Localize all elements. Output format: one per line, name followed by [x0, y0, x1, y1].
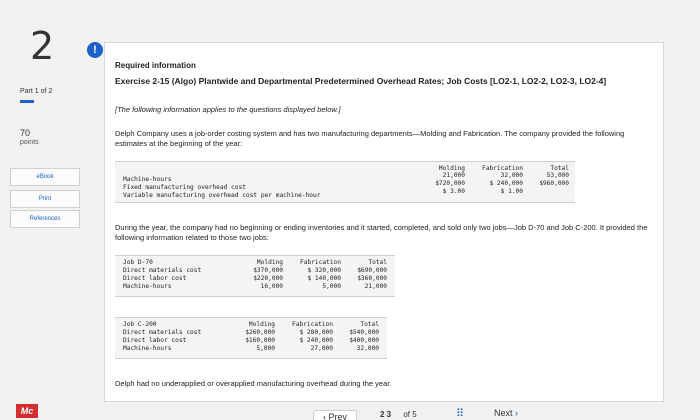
cell-value: $260,000 — [245, 329, 275, 336]
col-header: Molding — [438, 165, 465, 172]
chevron-left-icon: ‹ — [322, 412, 329, 420]
cell-value: $720,000 — [435, 180, 465, 187]
chevron-right-icon: › — [512, 408, 519, 418]
points-label: points — [20, 139, 39, 146]
cell-value: 27,000 — [310, 345, 333, 352]
next-label: Next — [494, 408, 513, 418]
cell-value: $540,000 — [349, 329, 379, 336]
cell-value: $690,000 — [357, 267, 387, 274]
cell-value: 16,000 — [260, 283, 283, 290]
alert-icon: ! — [87, 42, 103, 58]
cell-value: $ 240,000 — [299, 337, 333, 344]
cell-value: $ 280,000 — [299, 329, 333, 336]
page-numbers: 2 3 — [380, 410, 392, 419]
cell-value: $ 320,000 — [307, 267, 341, 274]
col-header: Molding — [256, 259, 283, 266]
row-label: Machine-hours — [123, 345, 172, 352]
cell-value: $ 3.00 — [442, 188, 465, 195]
info-panel — [104, 42, 664, 402]
col-header: Fabrication — [292, 321, 333, 328]
col-header: Fabrication — [300, 259, 341, 266]
grid-icon[interactable]: ⠿ — [456, 408, 465, 420]
col-header: Total — [550, 165, 569, 172]
jobs-intro-text: During the year, the company had no beginning or ending inventories and it started, completed, and sold only two jobs—Job D-70 and Job C-200. It provided the following information related to those two jobs: — [115, 223, 648, 242]
cell-value: $ 1.00 — [500, 188, 523, 195]
row-label: Direct labor cost — [123, 337, 187, 344]
job-title: Job C-200 — [123, 321, 157, 328]
row-label: Direct materials cost — [123, 267, 202, 274]
col-header: Total — [368, 259, 387, 266]
job-c200-table — [115, 317, 387, 359]
job-d70-table — [115, 255, 395, 297]
page-indicator[interactable] — [380, 410, 417, 419]
mc-logo: Mc — [16, 404, 38, 418]
cell-value: 21,000 — [364, 283, 387, 290]
cell-value: 5,000 — [256, 345, 275, 352]
cell-value: $220,000 — [253, 275, 283, 282]
job-title: Job D-70 — [123, 259, 153, 266]
estimates-table — [115, 161, 575, 203]
part-label: Part 1 of 2 — [20, 88, 53, 95]
cell-value: $ 140,000 — [307, 275, 341, 282]
col-header: Total — [360, 321, 379, 328]
cell-value: $ 240,000 — [489, 180, 523, 187]
row-label: Machine-hours — [123, 176, 172, 183]
cell-value: 53,000 — [546, 172, 569, 179]
ebook-button[interactable]: eBook — [10, 168, 80, 186]
cell-value: $960,000 — [539, 180, 569, 187]
row-label: Machine-hours — [123, 283, 172, 290]
cell-value: $400,000 — [349, 337, 379, 344]
cell-value: $360,000 — [357, 275, 387, 282]
prev-button[interactable] — [313, 410, 357, 420]
part-progress-bar — [20, 100, 34, 103]
cell-value: $370,000 — [253, 267, 283, 274]
row-label: Direct labor cost — [123, 275, 187, 282]
print-button[interactable]: Print — [10, 190, 80, 208]
cell-value: $160,000 — [245, 337, 275, 344]
points-value: 70 — [20, 128, 31, 138]
note-text: [The following information applies to the questions displayed below.] — [115, 105, 341, 114]
col-header: Fabrication — [482, 165, 523, 172]
row-label: Direct materials cost — [123, 329, 202, 336]
exercise-title: Exercise 2-15 (Algo) Plantwide and Departmental Predetermined Overhead Rates; Job Costs [LO2-1, LO2-2, LO2-3, LO2-4] — [115, 76, 607, 86]
row-label: Variable manufacturing overhead cost per machine-hour — [123, 192, 321, 199]
col-header: Molding — [248, 321, 275, 328]
intro-text: Delph Company uses a job-order costing system and has two manufacturing departments—Molding and Fabrication. The company provided the following estimates at the beginning of the year: — [115, 129, 625, 148]
next-button[interactable] — [494, 408, 518, 418]
cell-value: 32,000 — [500, 172, 523, 179]
cell-value: 32,000 — [356, 345, 379, 352]
cell-value: 5,000 — [322, 283, 341, 290]
required-heading: Required information — [115, 61, 196, 70]
question-number: 2 — [30, 24, 55, 68]
row-label: Fixed manufacturing overhead cost — [123, 184, 246, 191]
sidebar — [0, 0, 96, 420]
final-text: Delph had no underapplied or overapplied manufacturing overhead during the year. — [115, 379, 392, 388]
cell-value: 21,000 — [442, 172, 465, 179]
prev-label: Prev — [328, 412, 347, 420]
references-button[interactable]: References — [10, 210, 80, 228]
page-total: of 5 — [403, 410, 417, 419]
